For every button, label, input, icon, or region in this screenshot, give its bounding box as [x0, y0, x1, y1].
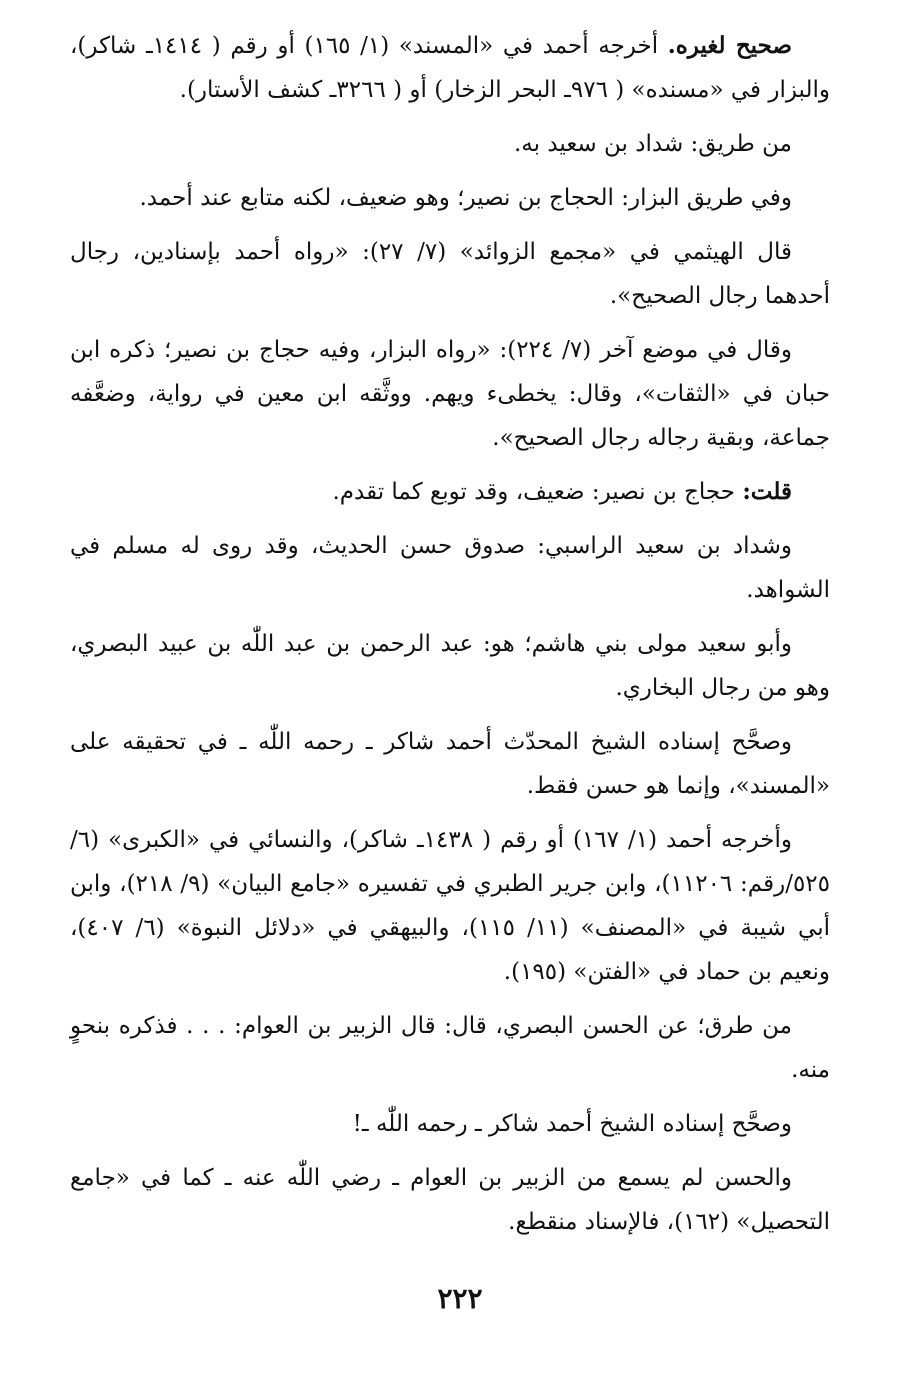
paragraph-text: وصحَّح إسناده الشيخ المحدّث أحمد شاكر ـ رحمه اللّٰه ـ في تحقيقه على «المسند»، وإنما هو حسن فقط.	[70, 729, 830, 799]
paragraph-text: وصحَّح إسناده الشيخ أحمد شاكر ـ رحمه اللّٰه ـ!	[352, 1111, 792, 1137]
page-number: ٢٢٢	[437, 1282, 483, 1315]
paragraph	[70, 818, 830, 994]
paragraph-text: وشداد بن سعيد الراسبي: صدوق حسن الحديث، وقد روى له مسلم في الشواهد.	[70, 533, 830, 603]
paragraph	[70, 328, 830, 460]
paragraph	[70, 1156, 830, 1244]
paragraph	[70, 622, 830, 710]
paragraph-text: والحسن لم يسمع من الزبير بن العوام ـ رضي اللّٰه عنه ـ كما في «جامع التحصيل» (١٦٢)، فالإسناد منقطع.	[70, 1165, 830, 1235]
paragraph	[70, 176, 830, 220]
paragraph	[70, 24, 830, 112]
paragraph	[70, 1102, 830, 1146]
paragraph-text: وأبو سعيد مولى بني هاشم؛ هو: عبد الرحمن بن عبد اللّٰه بن عبيد البصري، وهو من رجال البخاري.	[70, 631, 830, 701]
paragraph	[70, 122, 830, 166]
paragraph-lead: قلت:	[742, 478, 792, 505]
paragraph-lead: صحيح لغيره.	[667, 32, 792, 59]
paragraph-text: وقال في موضع آخر (٧/ ٢٢٤): «رواه البزار، وفيه حجاج بن نصير؛ ذكره ابن حبان في «الثقات»، وقال: يخطىء ويهم. ووثَّقه ابن معين في رواية، وضعَّفه جماعة، وبقية رجاله رجال الصحيح».	[70, 337, 830, 451]
paragraph	[70, 1004, 830, 1092]
page-body	[70, 24, 830, 1329]
paragraph-text: وفي طريق البزار: الحجاج بن نصير؛ وهو ضعيف، لكنه متابع عند أحمد.	[139, 185, 792, 211]
paragraph	[70, 230, 830, 318]
paragraph-text: من طريق: شداد بن سعيد به.	[513, 131, 792, 157]
paragraph	[70, 720, 830, 808]
paragraph-text: حجاج بن نصير: ضعيف، وقد توبع كما تقدم.	[332, 479, 743, 505]
paragraph-text: قال الهيثمي في «مجمع الزوائد» (٧/ ٢٧): «رواه أحمد بإسنادين، رجال أحدهما رجال الصحيح».	[70, 239, 830, 309]
paragraph-text: وأخرجه أحمد (١/ ١٦٧) أو رقم ( ١٤٣٨ـ شاكر)، والنسائي في «الكبرى» (٦/ ٥٢٥/رقم: ١١٢٠٦)، وابن جرير الطبري في تفسيره «جامع البيان» (٩/ ٢١٨)، وابن أبي شيبة في «المصنف» (١١/ ١١٥)، والبيهقي في «دلائل النبوة» (٦/ ٤٠٧)، ونعيم بن حماد في «الفتن» (١٩٥).	[70, 827, 831, 985]
paragraph	[70, 470, 830, 514]
paragraph-text: من طرق؛ عن الحسن البصري، قال: قال الزبير بن العوام: . . . فذكره بنحوٍ منه.	[70, 1013, 830, 1083]
paragraph	[70, 524, 830, 612]
paragraph-text: أخرجه أحمد في «المسند» (١/ ١٦٥) أو رقم ( ١٤١٤ـ شاكر)، والبزار في «مسنده» ( ٩٧٦ـ البحر الزخار) أو ( ٣٢٦٦ـ كشف الأستار).	[70, 33, 830, 103]
